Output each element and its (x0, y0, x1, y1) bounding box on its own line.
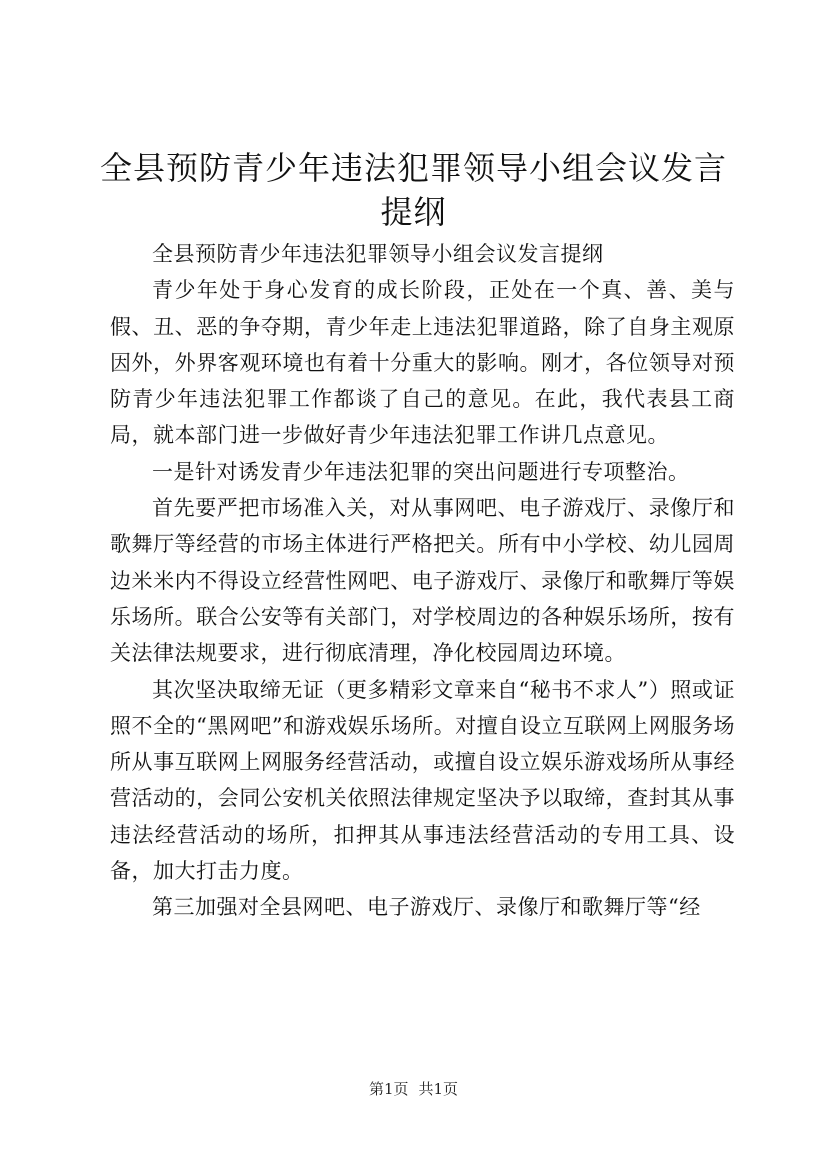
paragraph-second-measure: 其次坚决取缔无证（更多精彩文章来自“秘书不求人”）照或证照不全的“黑网吧”和游戏娱乐场所。对擅自设立互联网上网服务场所从事互联网上网服务经营活动，或擅自设立娱乐游戏场所从事经营活动的，会同公安机关依照法律规定坚决予以取缔，查封其从事违法经营活动的场所，扣押其从事违法经营活动的专用工具、设备，加大打击力度。 (110, 677, 735, 884)
paragraph-point-one: 一是针对诱发青少年违法犯罪的突出问题进行专项整治。 (152, 459, 690, 484)
paragraph-third-measure: 第三加强对全县网吧、电子游戏厅、录像厅和歌舞厅等“经 (152, 895, 701, 920)
page-footer (0, 1078, 827, 1099)
page-number: 第1页 (368, 1080, 409, 1098)
document-title: 全县预防青少年违法犯罪领导小组会议发言提纲 (100, 149, 728, 231)
paragraph-subtitle: 全县预防青少年违法犯罪领导小组会议发言提纲 (152, 242, 604, 266)
document-body (110, 236, 735, 926)
page-total: 共1页 (418, 1080, 459, 1098)
paragraph-intro: 青少年处于身心发育的成长阶段，正处在一个真、善、美与假、丑、恶的争夺期，青少年走上违法犯罪道路，除了自身主观原因外，外界客观环境也有着十分重大的影响。刚才，各位领导对预防青少年违法犯罪工作都谈了自己的意见。在此，我代表县工商局，就本部门进一步做好青少年违法犯罪工作讲几点意见。 (110, 278, 735, 448)
paragraph-first-measure: 首先要严把市场准入关，对从事网吧、电子游戏厅、录像厅和歌舞厅等经营的市场主体进行严格把关。所有中小学校、幼儿园周边米米内不得设立经营性网吧、电子游戏厅、录像厅和歌舞厅等娱乐场所。联合公安等有关部门，对学校周边的各种娱乐场所，按有关法律法规要求，进行彻底清理，净化校园周边环境。 (110, 496, 735, 666)
